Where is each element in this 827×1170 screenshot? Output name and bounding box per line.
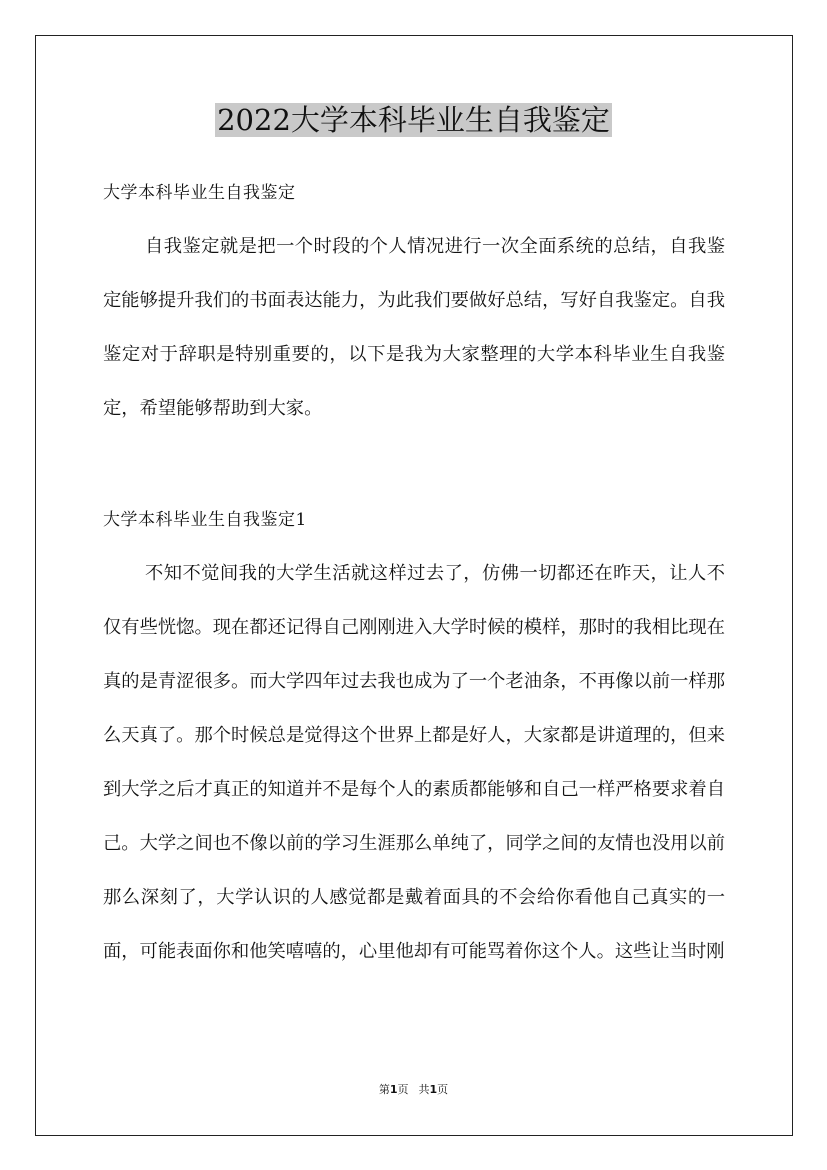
footer-page-number: 1 — [389, 1083, 398, 1096]
page-footer — [0, 1082, 827, 1098]
document-title-text: 2022大学本科毕业生自我鉴定 — [217, 103, 610, 137]
footer-page-prefix: 第 — [378, 1083, 390, 1096]
footer-page-suffix: 页 — [397, 1083, 409, 1096]
footer-total-suffix: 页 — [437, 1083, 449, 1096]
intro-paragraph: 自我鉴定就是把一个时段的个人情况进行一次全面系统的总结，自我鉴定能够提升我们的书面表达能力，为此我们要做好总结，写好自我鉴定。自我鉴定对于辞职是特别重要的，以下是我为大家整理的大学本科毕业生自我鉴定，希望能够帮助到大家。 — [103, 236, 725, 419]
section1-paragraph: 不知不觉间我的大学生活就这样过去了，仿佛一切都还在昨天，让人不仅有些恍惚。现在都还记得自己刚刚进入大学时候的模样，那时的我相比现在真的是青涩很多。而大学四年过去我也成为了一个老油条，不再像以前一样那么天真了。那个时候总是觉得这个世界上都是好人，大家都是讲道理的，但来到大学之后才真正的知道并不是每个人的素质都能够和自己一样严格要求着自己。大学之间也不像以前的学习生涯那么单纯了，同学之间的友情也没用以前那么深刻了，大学认识的人感觉都是戴着面具的不会给你看他自己真实的一面，可能表面你和他笑嘻嘻的，心里他却有可能骂着你这个人。这些让当时刚 — [103, 563, 725, 962]
document-title — [0, 100, 827, 140]
footer-total-number: 1 — [429, 1083, 438, 1096]
intro-heading: 大学本科毕业生自我鉴定 — [103, 183, 296, 203]
section1-heading: 大学本科毕业生自我鉴定1 — [103, 510, 307, 530]
footer-total-prefix: 共 — [418, 1083, 430, 1096]
